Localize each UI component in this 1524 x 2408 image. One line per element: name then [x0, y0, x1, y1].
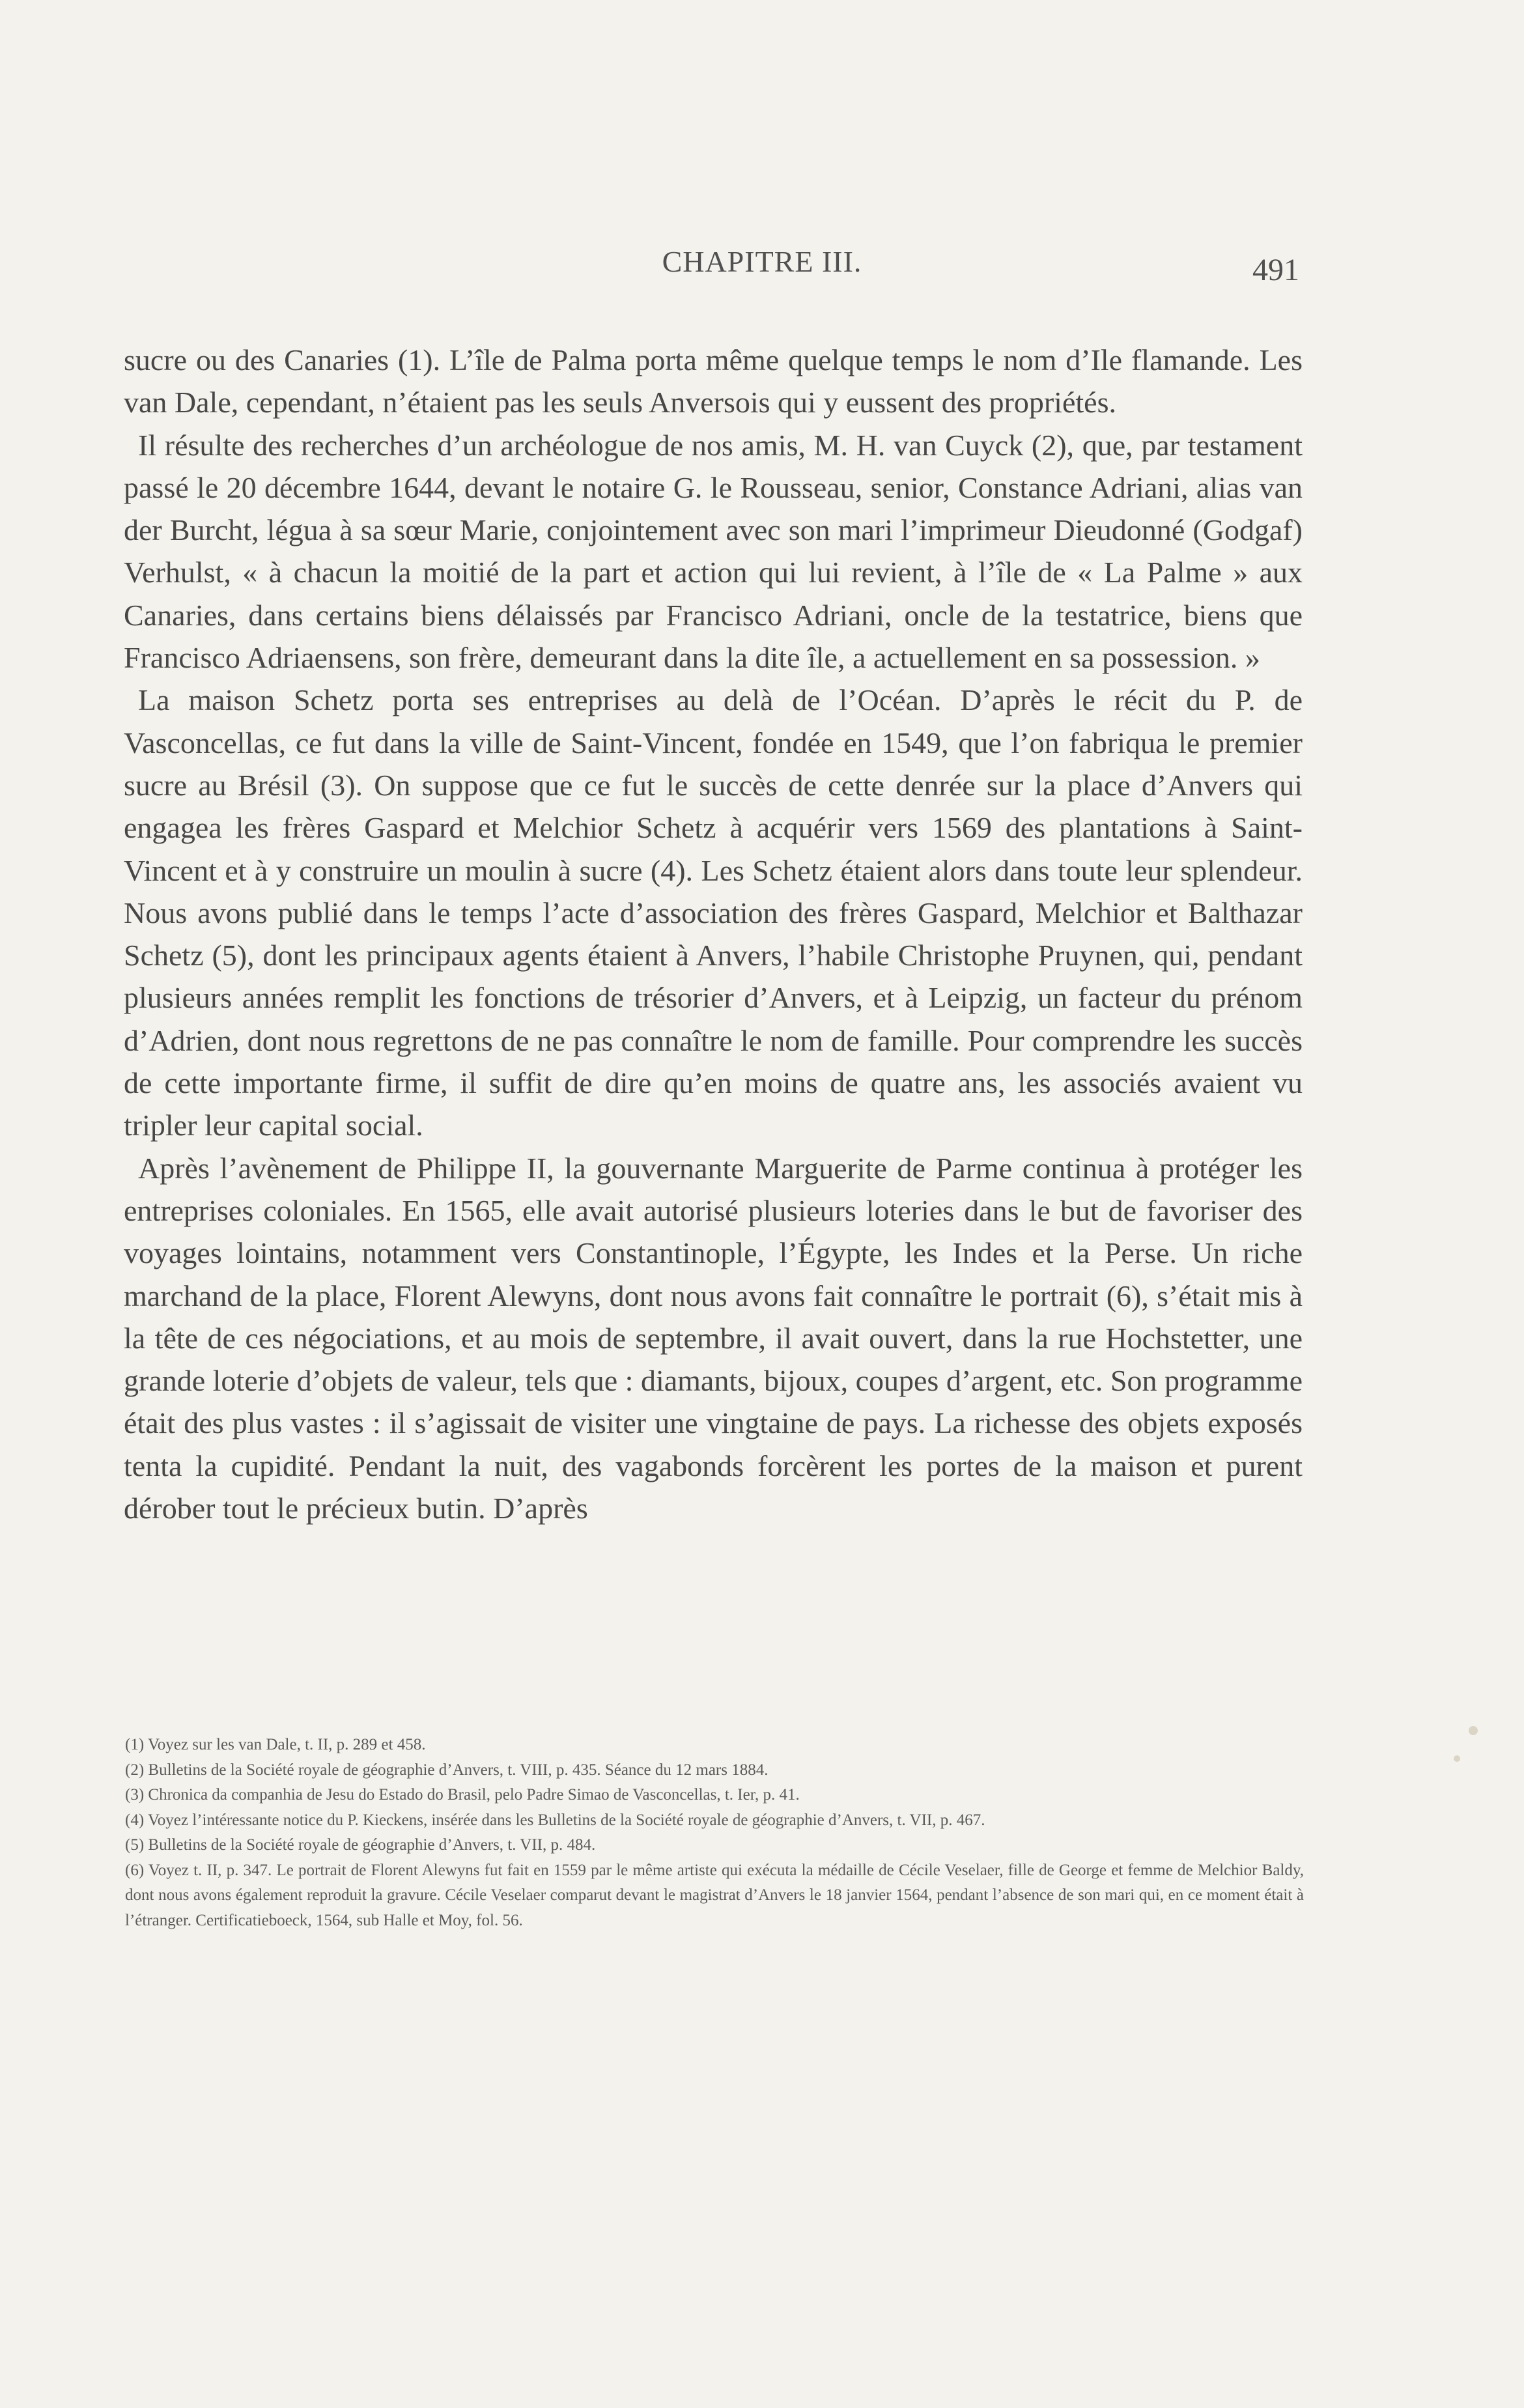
paragraph: sucre ou des Canaries (1). L’île de Palma porta même quelque temps le nom d’Ile flamande. Les van Dale, cependant, n’étaient pas les seuls Anversois qui y eussent des propriétés. — [124, 343, 1303, 419]
footnote: (6) Voyez t. II, p. 347. Le portrait de Florent Alewyns fut fait en 1559 par le même artiste qui exécuta la médaille de Cécile Veselaer, fille de George et femme de Melchior Baldy, dont nous avons également reproduit la gravure. Cécile Veselaer comparut devant le magistrat d’Anvers le 18 janvier 1564, pendant l’absence de son mari qui, en ce moment était à l’étranger. Certificatieboeck, 1564, sub Halle et Moy, fol. 56. — [125, 1861, 1304, 1929]
paragraph: Après l’avènement de Philippe II, la gouvernante Marguerite de Parme continua à protéger les entreprises coloniales. En 1565, elle avait autorisé plusieurs loteries dans le but de favoriser des voyages lointains, notamment vers Constantinople, l’Égypte, les Indes et la Perse. Un riche marchand de la place, Florent Alewyns, dont nous avons fait connaître le portrait (6), s’était mis à la tête de ces négociations, et au mois de septembre, il avait ouvert, dans la rue Hochstetter, une grande loterie d’objets de valeur, tels que : diamants, bijoux, coupes d’argent, etc. Son programme était des plus vastes : il s’agissait de visiter une vingtaine de pays. La richesse des objets exposés tenta la cupidité. Pendant la nuit, des vagabonds forcèrent les portes de la maison et purent dérober tout le précieux butin. D’après — [124, 1151, 1303, 1525]
footnote: (2) Bulletins de la Société royale de géographie d’Anvers, t. VIII, p. 435. Séance du 12 mars 1884. — [125, 1761, 769, 1779]
paragraph: Il résulte des recherches d’un archéologue de nos amis, M. H. van Cuyck (2), que, par testament passé le 20 décembre 1644, devant le notaire G. le Rousseau, senior, Constance Adriani, alias van der Burcht, légua à sa sœur Marie, conjointement avec son mari l’imprimeur Dieudonné (Godgaf) Verhulst, « à chacun la moitié de la part et action qui lui revient, à l’île de « La Palme » aux Canaries, dans certains biens délaissés par Francisco Adriani, oncle de la testatrice, biens que Francisco Adriaensens, son frère, demeurant dans la dite île, a actuellement en sa possession. » — [124, 428, 1303, 675]
running-header — [0, 244, 1524, 296]
footnote: (1) Voyez sur les van Dale, t. II, p. 289 et 458. — [125, 1736, 426, 1753]
page-number: 491 — [1252, 253, 1299, 287]
footnote: (3) Chronica da companhia de Jesu do Estado do Brasil, pelo Padre Simao de Vasconcellas, t. Ier, p. 41. — [125, 1786, 800, 1804]
paragraph: La maison Schetz porta ses entreprises au delà de l’Océan. D’après le récit du P. de Vasconcellas, ce fut dans la ville de Saint-Vincent, fondée en 1549, que l’on fabriqua le premier sucre au Brésil (3). On suppose que ce fut le succès de cette denrée sur la place d’Anvers qui engagea les frères Gaspard et Melchior Schetz à acquérir vers 1569 des plantations à Saint-Vincent et à y construire un moulin à sucre (4). Les Schetz étaient alors dans toute leur splendeur. Nous avons publié dans le temps l’acte d’association des frères Gaspard, Melchior et Balthazar Schetz (5), dont les principaux agents étaient à Anvers, l’habile Christophe Pruynen, qui, pendant plusieurs années remplit les fonctions de trésorier d’Anvers, et à Leipzig, un facteur du prénom d’Adrien, dont nous regrettons de ne pas connaître le nom de famille. Pour comprendre les succès de cette importante firme, il suffit de dire qu’en moins de quatre ans, les associés avaient vu tripler leur capital social. — [124, 683, 1303, 1142]
footnote: (5) Bulletins de la Société royale de géographie d’Anvers, t. VII, p. 484. — [125, 1836, 596, 1854]
footnote: (4) Voyez l’intéressante notice du P. Kieckens, insérée dans les Bulletins de la Société royale de géographie d’Anvers, t. VII, p. 467. — [125, 1811, 985, 1829]
body-text — [124, 339, 1303, 1529]
paper-speck — [1454, 1755, 1460, 1762]
footnotes — [125, 1733, 1304, 1933]
paper-speck — [1469, 1726, 1478, 1735]
chapter-title: CHAPITRE III. — [662, 245, 862, 278]
